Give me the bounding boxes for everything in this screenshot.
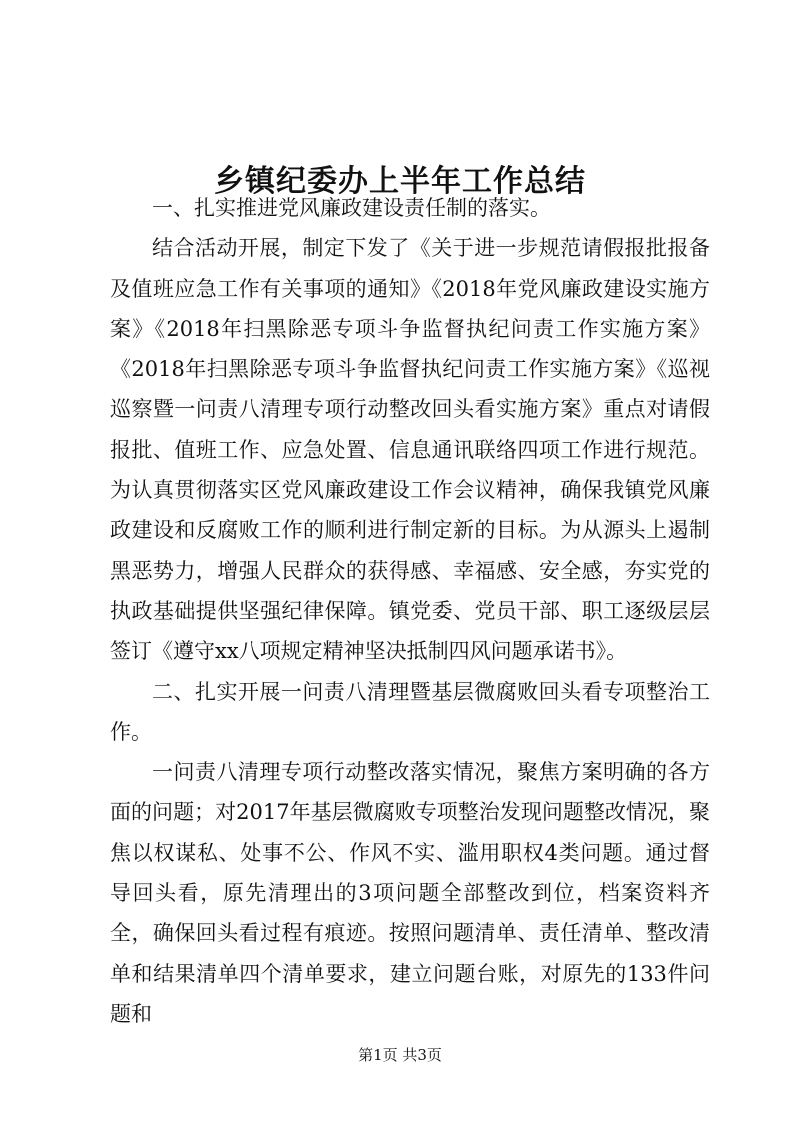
page-number: 第1页 共3页 [358, 1046, 442, 1064]
body-paragraph-2: 一问责八清理专项行动整改落实情况，聚焦方案明确的各方面的问题；对2017年基层微腐败专项整治发现问题整改情况，聚焦以权谋私、处事不公、作风不实、滥用职权4类问题。通过督导回头看，原先清理出的3项问题全部整改到位，档案资料齐全，确保回头看过程有痕迹。按照问题清单、责任清单、整改清单和结果清单四个清单要求，建立问题台账，对原先的133件问题和 [110, 760, 710, 1026]
document-title: 乡镇纪委办上半年工作总结 [214, 164, 586, 200]
section-heading-1: 一、扎实推进党风廉政建设责任制的落实。 [152, 196, 551, 220]
section-heading-2: 二、扎实开展一问责八清理暨基层微腐败回头看专项整治工作。 [110, 679, 710, 744]
document-body [110, 188, 710, 1034]
body-paragraph-1: 结合活动开展，制定下发了《关于进一步规范请假报批报备及值班应急工作有关事项的通知》《2018年党风廉政建设实施方案》《2018年扫黑除恶专项斗争监督执纪问责工作实施方案》《2018年扫黑除恶专项斗争监督执纪问责工作实施方案》《巡视巡察暨一问责八清理专项行动整改回头看实施方案》重点对请假报批、值班工作、应急处置、信息通讯联络四项工作进行规范。为认真贯彻落实区党风廉政建设工作会议精神，确保我镇党风廉政建设和反腐败工作的顺利进行制定新的目标。为从源头上遏制黑恶势力，增强人民群众的获得感、幸福感、安全感，夯实党的执政基础提供坚强纪律保障。镇党委、党员干部、职工逐级层层签订《遵守xx八项规定精神坚决抵制四风问题承诺书》。 [110, 236, 710, 664]
